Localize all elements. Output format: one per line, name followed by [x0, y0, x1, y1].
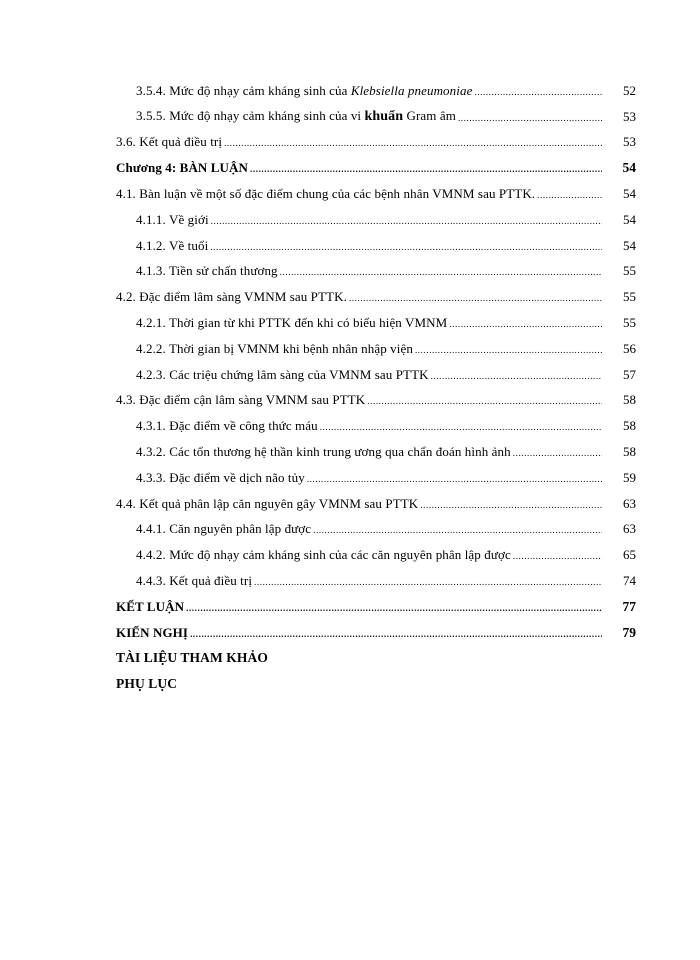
toc-page-number: 74	[623, 573, 636, 589]
toc-page-number: 52	[623, 82, 636, 98]
toc-entry-4-4-1[interactable]	[116, 517, 636, 543]
toc-page-number: 57	[623, 366, 636, 382]
dot-leader	[474, 87, 602, 104]
toc-entry-title: 4.4.2. Mức độ nhạy cảm kháng sinh của các căn nguyên phân lập được	[136, 547, 511, 563]
toc-page-number: 54	[622, 160, 636, 176]
organism-name: Klebsiella pneumoniae	[350, 82, 473, 98]
toc-entry-title: 4.2.2. Thời gian bị VMNM khi bệnh nhân nhập viện	[136, 340, 413, 356]
toc-page-number: 56	[623, 340, 636, 356]
dot-leader	[431, 371, 602, 388]
toc-entry-4-1-1[interactable]	[116, 207, 636, 233]
toc-entry-4-1[interactable]	[116, 181, 636, 207]
toc-entry-4-3-2[interactable]	[116, 439, 636, 465]
toc-entry-3-5-4[interactable]	[116, 78, 636, 104]
emphasized-word: khuẩn	[364, 109, 404, 125]
dot-leader	[458, 113, 602, 130]
toc-entry-4-1-3[interactable]	[116, 259, 636, 285]
toc-entry-title: Chương 4: BÀN LUẬN	[116, 160, 249, 176]
toc-entry-3-5-5[interactable]	[116, 104, 636, 130]
toc-page-number: 55	[623, 289, 636, 305]
dot-leader	[367, 396, 602, 413]
toc-entry-appendix[interactable]	[116, 671, 636, 697]
toc-entry-title: 4.4.3. Kết quả điều trị	[136, 573, 253, 589]
dot-leader	[307, 474, 602, 491]
toc-entry-4-4[interactable]	[116, 491, 636, 517]
toc-entry-conclusion[interactable]	[116, 594, 636, 620]
toc-page-number: 58	[623, 444, 636, 460]
toc-entry-4-3[interactable]	[116, 388, 636, 414]
toc-page-number: 54	[623, 211, 636, 227]
toc-entry-recommendations[interactable]	[116, 620, 636, 646]
dot-leader	[449, 319, 602, 336]
toc-entry-4-2-3[interactable]	[116, 362, 636, 388]
toc-entry-title: 4.1. Bàn luận về một số đặc điểm chung của các bệnh nhân VMNM sau PTTK.	[116, 186, 536, 202]
toc-page-number: 53	[623, 108, 636, 124]
toc-entry-3-6[interactable]	[116, 130, 636, 156]
toc-page-number: 58	[623, 392, 636, 408]
toc-entry-title: 4.2. Đặc điểm lâm sàng VMNM sau PTTK.	[116, 289, 347, 305]
dot-leader	[224, 138, 602, 155]
toc-entry-title: 3.5.4. Mức độ nhạy cảm kháng sinh của Klebsiella pneumoniae	[136, 82, 473, 98]
toc-entry-title: 4.3.1. Đặc điểm về công thức máu	[136, 418, 318, 434]
dot-leader	[349, 293, 602, 310]
toc-entry-4-3-3[interactable]	[116, 465, 636, 491]
dot-leader	[254, 577, 602, 594]
toc-entry-4-2-2[interactable]	[116, 336, 636, 362]
dot-leader	[211, 216, 602, 233]
toc-page-number: 65	[623, 547, 636, 563]
toc-entry-title: 4.3.2. Các tổn thương hệ thần kinh trung ương qua chẩn đoán hình ảnh	[136, 444, 511, 460]
dot-leader	[313, 525, 602, 542]
toc-entry-4-3-1[interactable]	[116, 413, 636, 439]
dot-leader	[513, 448, 602, 465]
toc-entry-title: 4.1.3. Tiền sử chấn thương	[136, 263, 278, 279]
toc-entry-title: 4.1.1. Về giới	[136, 211, 209, 227]
dot-leader	[415, 345, 602, 362]
toc-page-number: 58	[623, 418, 636, 434]
dot-leader	[210, 242, 602, 259]
toc-page-number: 59	[623, 469, 636, 485]
toc-page-number: 55	[623, 263, 636, 279]
toc-entry-references[interactable]	[116, 646, 636, 672]
toc-entry-chapter-4[interactable]	[116, 155, 636, 181]
toc-entry-title: 4.4. Kết quả phân lập căn nguyên gây VMNM sau PTTK	[116, 495, 419, 511]
toc-entry-title: 3.5.5. Mức độ nhạy cảm kháng sinh của vi khuẩn Gram âm	[136, 108, 456, 125]
toc-entry-title: KIẾN NGHỊ	[116, 624, 189, 640]
toc-entry-title: 4.2.3. Các triệu chứng lâm sàng của VMNM sau PTTK	[136, 366, 429, 382]
toc-entry-title: 4.3. Đặc điểm cận lâm sàng VMNM sau PTTK	[116, 392, 366, 408]
toc-entry-4-2-1[interactable]	[116, 310, 636, 336]
dot-leader	[250, 164, 602, 181]
toc-entry-4-1-2[interactable]	[116, 233, 636, 259]
toc-entry-title: 4.3.3. Đặc điểm về dịch não tủy	[136, 469, 305, 485]
dot-leader	[513, 551, 602, 568]
dot-leader	[280, 267, 602, 284]
toc-page-number: 54	[623, 186, 636, 202]
toc-page-number: 53	[623, 134, 636, 150]
toc-entry-4-4-3[interactable]	[116, 568, 636, 594]
toc-entry-title: 4.2.1. Thời gian từ khi PTTK đến khi có biểu hiện VMNM	[136, 315, 448, 331]
toc-page-number: 54	[623, 237, 636, 253]
toc-page-number: 77	[622, 598, 636, 614]
toc-entry-title: 4.1.2. Về tuổi	[136, 237, 209, 253]
dot-leader	[420, 500, 602, 517]
toc-page-number: 79	[622, 624, 636, 640]
toc-entry-title: PHỤ LỤC	[116, 676, 178, 692]
dot-leader	[190, 629, 602, 646]
toc-entry-4-2[interactable]	[116, 284, 636, 310]
toc-entry-4-4-2[interactable]	[116, 542, 636, 568]
dot-leader	[186, 603, 602, 620]
dot-leader	[320, 422, 602, 439]
toc-page-number: 63	[623, 495, 636, 511]
toc-entry-title: TÀI LIỆU THAM KHẢO	[116, 650, 268, 666]
toc-page-number: 55	[623, 315, 636, 331]
table-of-contents	[116, 78, 636, 697]
toc-entry-title: KẾT LUẬN	[116, 598, 185, 614]
dot-leader	[537, 190, 602, 207]
toc-entry-title: 4.4.1. Căn nguyên phân lập được	[136, 521, 312, 537]
toc-entry-title: 3.6. Kết quả điều trị	[116, 134, 223, 150]
toc-page-number: 63	[623, 521, 636, 537]
